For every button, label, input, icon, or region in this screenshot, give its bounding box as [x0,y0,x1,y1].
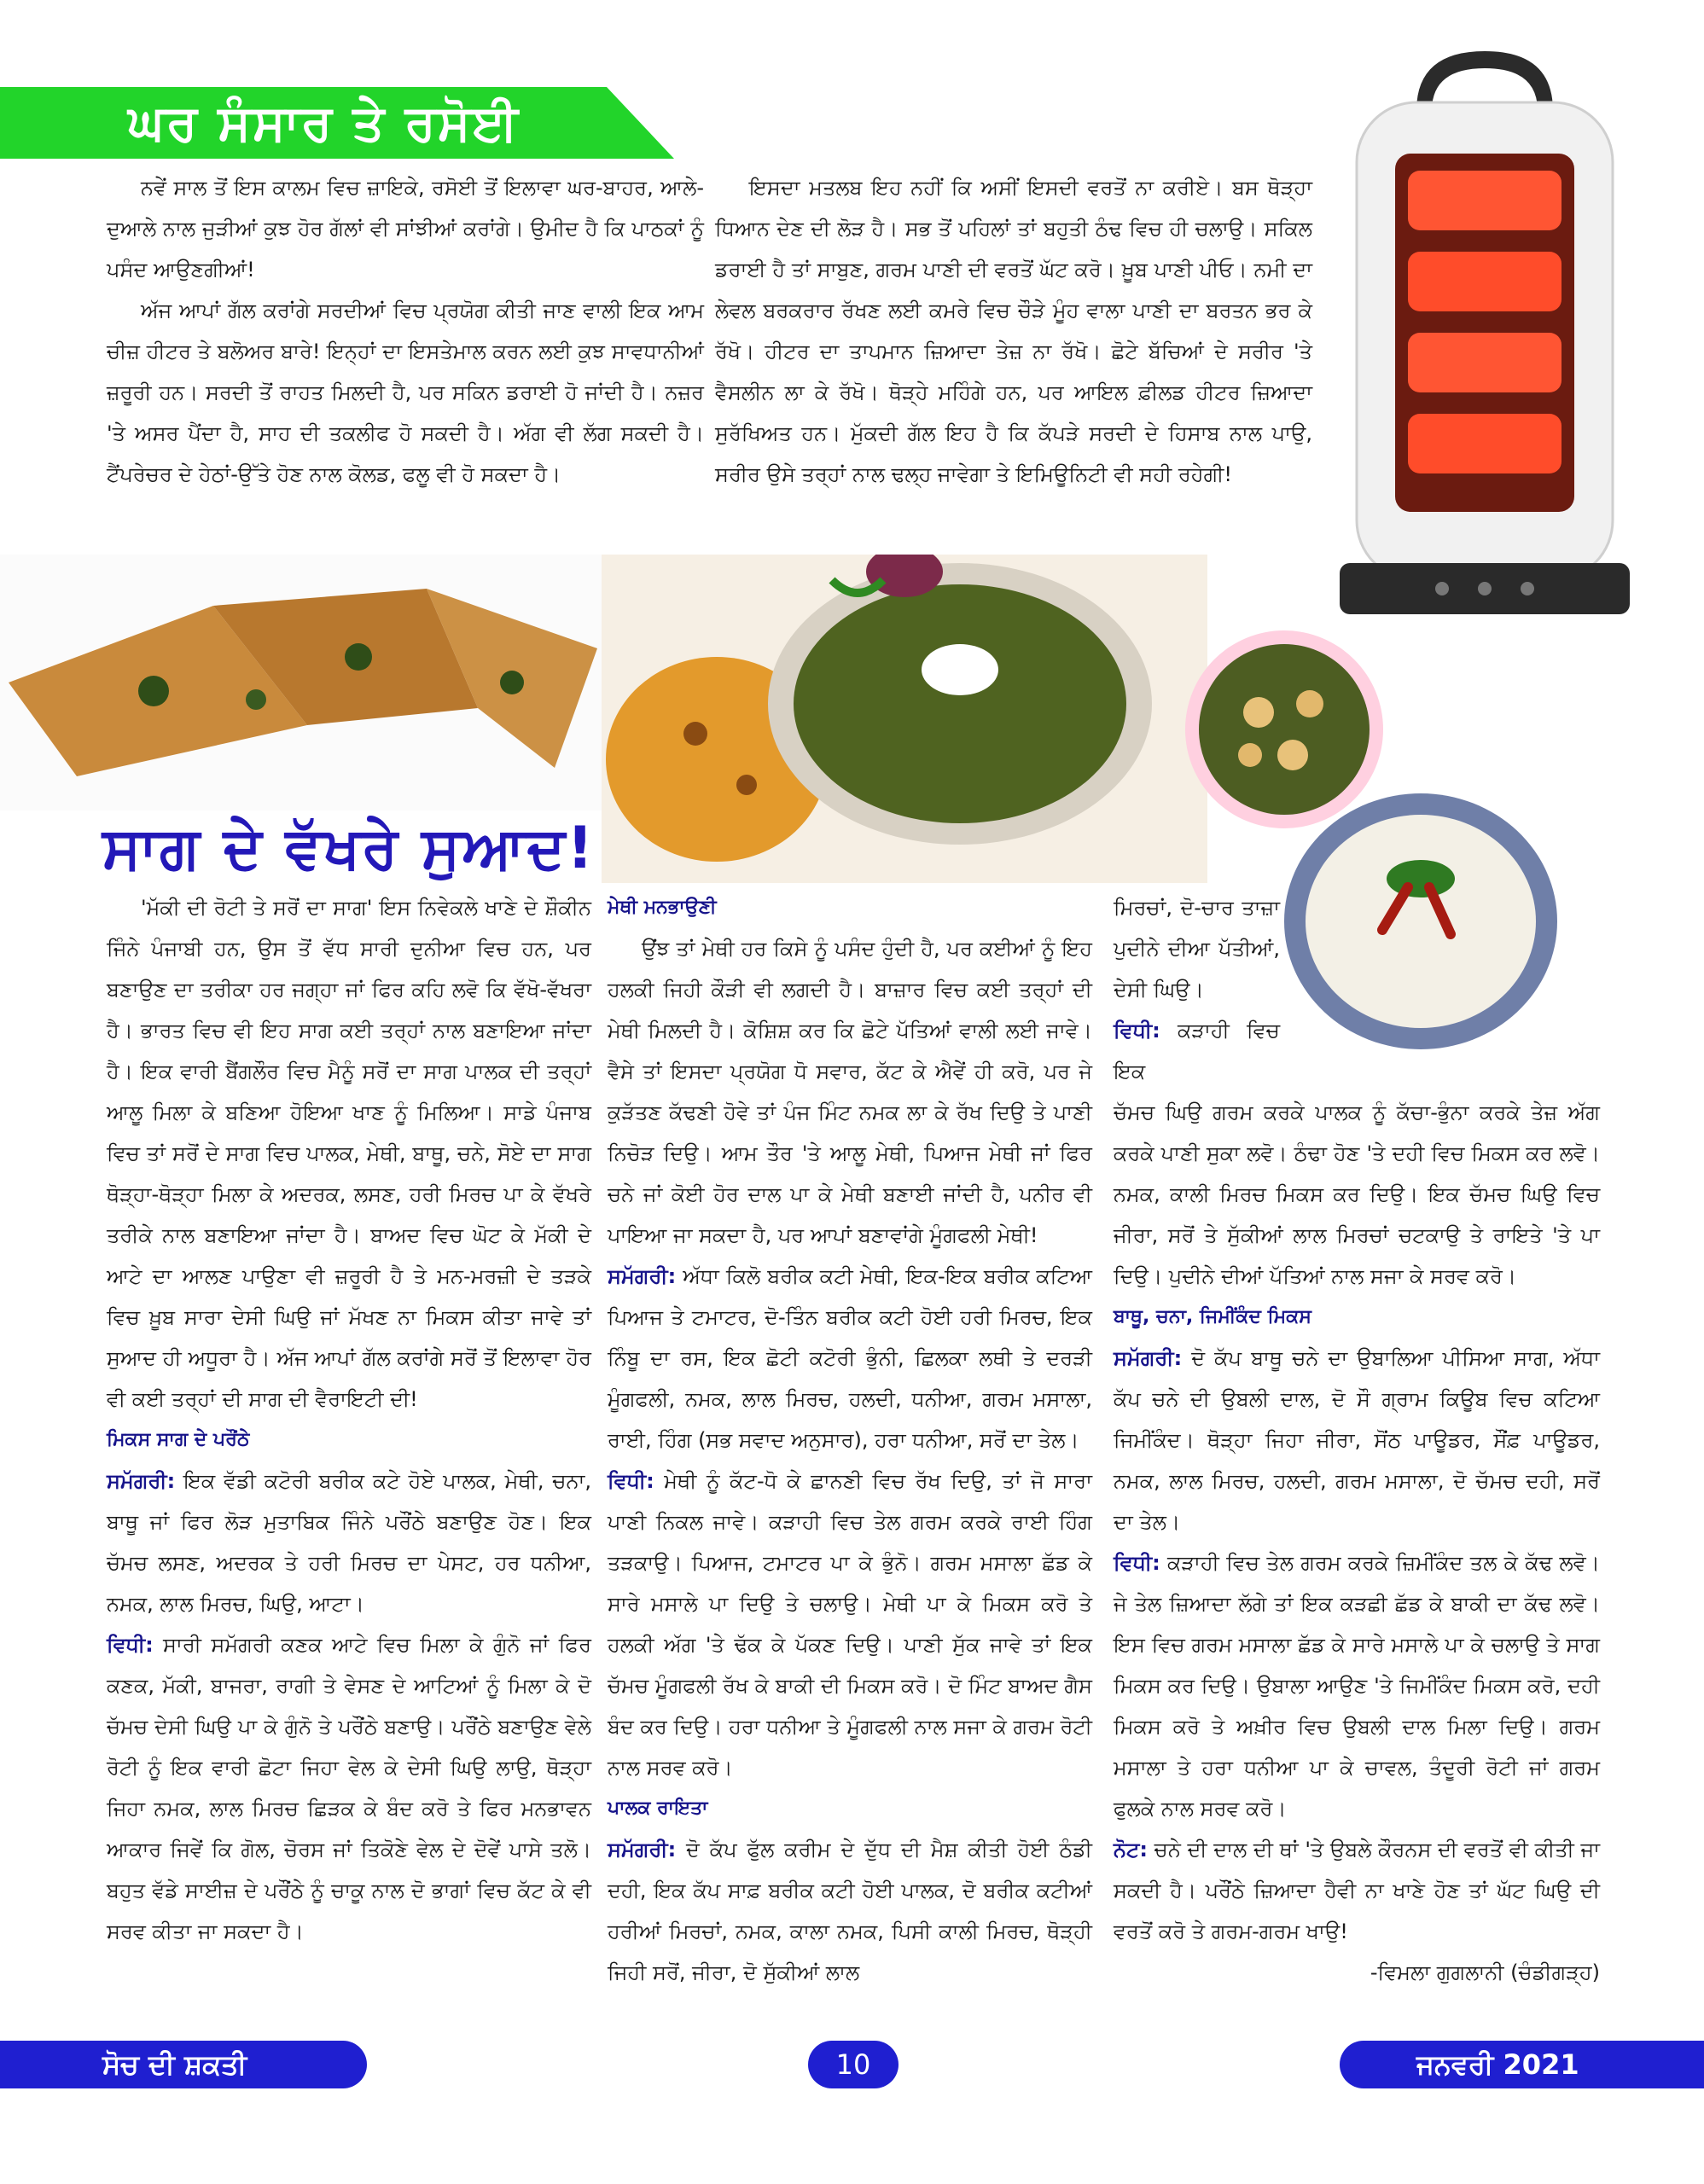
recipe-ingredients [107,1461,591,1624]
author: -ਵਿਮਲਾ ਗੁਗਲਾਨੀ (ਚੰਡੀਗੜ੍ਹ) [1370,1960,1600,1984]
note [1114,1829,1600,1952]
recipe-method [608,1461,1092,1788]
heater-image [1314,34,1655,631]
intro-column-2 [715,167,1312,495]
ingredients-text: ਅੱਧਾ ਕਿਲੋ ਬਰੀਕ ਕਟੀ ਮੇਥੀ, ਇਕ-ਇਕ ਬਰੀਕ ਕਟਿਆ ਪਿਆਜ ਤੇ ਟਮਾਟਰ, ਦੋ-ਤਿੰਨ ਬਰੀਕ ਕਟੀ ਹੋਈ ਹਰੀ ਮਿਰਚ, ਇਕ ਨਿੰਬੂ ਦਾ ਰਸ, ਇਕ ਛੋਟੀ ਕਟੋਰੀ ਭੁੰਨੀ, ਛਿਲਕਾ ਲਥੀ ਤੇ ਦਰੜੀ ਮੂੰਗਫਲੀ, ਨਮਕ, ਲਾਲ ਮਿਰਚ, ਹਲਦੀ, ਧਨੀਆ, ਗਰਮ ਮਸਾਲਾ, ਰਾਈ, ਹਿੰਗ (ਸਭ ਸਵਾਦ ਅਨੁਸਾਰ), ਹਰਾ ਧਨੀਆ, ਸਰੋਂ ਦਾ ਤੇਲ। [608,1264,1092,1452]
method-text-head: ਕੜਾਹੀ ਵਿਚ ਇਕ [1114,1019,1280,1083]
recipe-ingredients [608,1256,1092,1461]
page-number: 10 [835,2048,871,2081]
ingredients-label: ਸਮੱਗਰੀ: [107,1469,176,1493]
recipe-title-methi: ਮੇਥੀ ਮਨਭਾਉਣੀ [608,897,717,918]
intro-column-1 [107,167,704,495]
footer-date: ਜਨਵਰੀ 2021 [1416,2048,1579,2081]
palak-raita-image [1280,785,1562,1058]
article-column-1 [107,887,591,1952]
method-label: ਵਿਧੀ: [1114,1019,1160,1043]
recipe-method [107,1624,591,1952]
saag-makki-roti-image [602,555,1207,883]
recipe-title-palak-raita: ਪਾਲਕ ਰਾਇਤਾ [608,1798,708,1819]
recipe-method [1114,1542,1600,1829]
section-title: ਘਰ ਸੰਸਾਰ ਤੇ ਰਸੋਈ [128,94,521,152]
recipe-ingredients [1114,1338,1600,1542]
note-text: ਚਨੇ ਦੀ ਦਾਲ ਦੀ ਥਾਂ 'ਤੇ ਉਬਲੇ ਕੌਰਨਸ ਦੀ ਵਰਤੋਂ ਵੀ ਕੀਤੀ ਜਾ ਸਕਦੀ ਹੈ। ਪਰੌਂਠੇ ਜ਼ਿਆਦਾ ਹੈਵੀ ਨਾ ਖਾਣੇ ਹੋਣ ਤਾਂ ਘੱਟ ਘਿਉ ਦੀ ਵਰਤੋਂ ਕਰੋ ਤੇ ਗਰਮ-ਗਰਮ ਖਾਉ! [1114,1838,1600,1943]
note-label: ਨੋਟ: [1114,1838,1148,1862]
footer-left-pill [0,2041,367,2088]
method-label: ਵਿਧੀ: [107,1633,154,1657]
article-column-3 [1114,1092,1600,1993]
paratha-image [0,555,631,810]
ingredients-text: ਦੋ ਕੱਪ ਬਾਥੂ ਚਨੇ ਦਾ ਉਬਾਲਿਆ ਪੀਸਿਆ ਸਾਗ, ਅੱਧਾ ਕੱਪ ਚਨੇ ਦੀ ਉਬਲੀ ਦਾਲ, ਦੋ ਸੌ ਗ੍ਰਾਮ ਕਿਊਬ ਵਿਚ ਕਟਿਆ ਜਿਮੀਂਕੰਦ। ਥੋੜ੍ਹਾ ਜਿਹਾ ਜੀਰਾ, ਸੋਂਠ ਪਾਊਡਰ, ਸੌਂਫ਼ ਪਾਊਡਰ, ਨਮਕ, ਲਾਲ ਮਿਰਚ, ਹਲਦੀ, ਗਰਮ ਮਸਾਲਾ, ਦੋ ਚੱਮਚ ਦਹੀ, ਸਰੋਂ ਦਾ ਤੇਲ। [1114,1346,1600,1534]
ingredients-label: ਸਮੱਗਰੀ: [608,1264,677,1288]
raita-continuation: ਮਿਰਚਾਂ, ਦੋ-ਚਾਰ ਤਾਜ਼ਾ ਪੁਦੀਨੇ ਦੀਆ ਪੱਤੀਆਂ, ਦੇਸੀ ਘਿਉ। [1114,896,1280,1002]
intro-paragraph-3: ਇਸਦਾ ਮਤਲਬ ਇਹ ਨਹੀਂ ਕਿ ਅਸੀਂ ਇਸਦੀ ਵਰਤੋਂ ਨਾ ਕਰੀਏ। ਬਸ ਥੋੜ੍ਹਾ ਧਿਆਨ ਦੇਣ ਦੀ ਲੋੜ ਹੈ। ਸਭ ਤੋਂ ਪਹਿਲਾਂ ਤਾਂ ਬਹੁਤੀ ਠੰਢ ਵਿਚ ਹੀ ਚਲਾਉ। ਸਕਿਲ ਡਰਾਈ ਹੈ ਤਾਂ ਸਾਬੁਣ, ਗਰਮ ਪਾਣੀ ਦੀ ਵਰਤੋਂ ਘੱਟ ਕਰੋ। ਖ਼ੂਬ ਪਾਣੀ ਪੀਓ। ਨਮੀ ਦਾ ਲੇਵਲ ਬਰਕਰਾਰ ਰੱਖਣ ਲਈ ਕਮਰੇ ਵਿਚ ਚੌੜੇ ਮੂੰਹ ਵਾਲਾ ਪਾਣੀ ਦਾ ਬਰਤਨ ਭਰ ਕੇ ਰੱਖੋ। ਹੀਟਰ ਦਾ ਤਾਪਮਾਨ ਜ਼ਿਆਦਾ ਤੇਜ਼ ਨਾ ਰੱਖੋ। ਛੋਟੇ ਬੱਚਿਆਂ ਦੇ ਸਰੀਰ 'ਤੇ ਵੈਸਲੀਨ ਲਾ ਕੇ ਰੱਖੋ। ਥੋੜ੍ਹੇ ਮਹਿੰਗੇ ਹਨ, ਪਰ ਆਇਲ ਫ਼ੀਲਡ ਹੀਟਰ ਜ਼ਿਆਦਾ ਸੁਰੱਖਿਅਤ ਹਨ। ਮੁੱਕਦੀ ਗੱਲ ਇਹ ਹੈ ਕਿ ਕੱਪੜੇ ਸਰਦੀ ਦੇ ਹਿਸਾਬ ਨਾਲ ਪਾਉ, ਸਰੀਰ ਉਸੇ ਤਰ੍ਹਾਂ ਨਾਲ ਢਲ੍ਹ ਜਾਵੇਗਾ ਤੇ ਇਮਿਊਨਿਟੀ ਵੀ ਸਹੀ ਰਹੇਗੀ! [715,176,1312,486]
recipe-title-mix-saag: ਮਿਕਸ ਸਾਗ ਦੇ ਪਰੌਂਠੇ [107,1429,250,1450]
ingredients-label: ਸਮੱਗਰੀ: [1114,1346,1183,1370]
ingredients-text: ਇਕ ਵੱਡੀ ਕਟੋਰੀ ਬਰੀਕ ਕਟੇ ਹੋਏ ਪਾਲਕ, ਮੇਥੀ, ਚਨਾ, ਬਾਥੂ ਜਾਂ ਫਿਰ ਲੋੜ ਮੁਤਾਬਿਕ ਜਿੰਨੇ ਪਰੌਂਠੇ ਬਣਾਉਣ ਹੋਣ। ਇਕ ਚੱਮਚ ਲਸਣ, ਅਦਰਕ ਤੇ ਹਰੀ ਮਿਰਚ ਦਾ ਪੇਸਟ, ਹਰ ਧਨੀਆ, ਨਮਕ, ਲਾਲ ਮਿਰਚ, ਘਿਉ, ਆਟਾ। [107,1469,591,1616]
ingredients-label: ਸਮੱਗਰੀ: [608,1838,677,1862]
article-intro: 'ਮੱਕੀ ਦੀ ਰੋਟੀ ਤੇ ਸਰੋਂ ਦਾ ਸਾਗ' ਇਸ ਨਿਵੇਕਲੇ ਖਾਣੇ ਦੇ ਸ਼ੌਕੀਨ ਜਿੰਨੇ ਪੰਜਾਬੀ ਹਨ, ਉਸ ਤੋਂ ਵੱਧ ਸਾਰੀ ਦੁਨੀਆ ਵਿਚ ਹਨ, ਪਰ ਬਣਾਉਣ ਦਾ ਤਰੀਕਾ ਹਰ ਜਗ੍ਹਾ ਜਾਂ ਫਿਰ ਕਹਿ ਲਵੋ ਕਿ ਵੱਖੋ-ਵੱਖਰਾ ਹੈ। ਭਾਰਤ ਵਿਚ ਵੀ ਇਹ ਸਾਗ ਕਈ ਤਰ੍ਹਾਂ ਨਾਲ ਬਣਾਇਆ ਜਾਂਦਾ ਹੈ। ਇਕ ਵਾਰੀ ਬੈਂਗਲੌਰ ਵਿਚ ਮੈਨੂੰ ਸਰੋਂ ਦਾ ਸਾਗ ਪਾਲਕ ਦੀ ਤਰ੍ਹਾਂ ਆਲੂ ਮਿਲਾ ਕੇ ਬਣਿਆ ਹੋਇਆ ਖਾਣ ਨੂੰ ਮਿਲਿਆ। ਸਾਡੇ ਪੰਜਾਬ ਵਿਚ ਤਾਂ ਸਰੋਂ ਦੇ ਸਾਗ ਵਿਚ ਪਾਲਕ, ਮੇਥੀ, ਬਾਥੂ, ਚਨੇ, ਸੋਏ ਦਾ ਸਾਗ ਥੋੜ੍ਹਾ-ਥੋੜ੍ਹਾ ਮਿਲਾ ਕੇ ਅਦਰਕ, ਲਸਣ, ਹਰੀ ਮਿਰਚ ਪਾ ਕੇ ਵੱਖਰੇ ਤਰੀਕੇ ਨਾਲ ਬਣਾਇਆ ਜਾਂਦਾ ਹੈ। ਬਾਅਦ ਵਿਚ ਘੋਟ ਕੇ ਮੱਕੀ ਦੇ ਆਟੇ ਦਾ ਆਲਣ ਪਾਉਣਾ ਵੀ ਜ਼ਰੂਰੀ ਹੈ ਤੇ ਮਨ-ਮਰਜ਼ੀ ਦੇ ਤੜਕੇ ਵਿਚ ਖ਼ੂਬ ਸਾਰਾ ਦੇਸੀ ਘਿਉ ਜਾਂ ਮੱਖਣ ਨਾ ਮਿਕਸ ਕੀਤਾ ਜਾਵੇ ਤਾਂ ਸੁਆਦ ਹੀ ਅਧੂਰਾ ਹੈ। ਅੱਜ ਆਪਾਂ ਗੱਲ ਕਰਾਂਗੇ ਸਰੋਂ ਤੋਂ ਇਲਾਵਾ ਹੋਰ ਵੀ ਕਈ ਤਰ੍ਹਾਂ ਦੀ ਸਾਗ ਦੀ ਵੈਰਾਇਟੀ ਦੀ! [107,896,591,1411]
article-title: ਸਾਗ ਦੇ ਵੱਖਰੇ ਸੁਆਦ! [102,815,596,882]
footer-magazine-name: ਸੋਚ ਦੀ ਸ਼ਕਤੀ [102,2048,247,2081]
footer-right-pill [1340,2041,1704,2088]
footer-page-pill [808,2041,899,2088]
recipe-method-head [1114,1010,1280,1092]
method-label: ਵਿਧੀ: [608,1469,654,1493]
recipe-title-bathua-mix: ਬਾਥੂ, ਚਨਾ, ਜਿਮੀਂਕੰਦ ਮਿਕਸ [1114,1306,1311,1327]
method-text: ਕੜਾਹੀ ਵਿਚ ਤੇਲ ਗਰਮ ਕਰਕੇ ਜ਼ਿਮੀਂਕੰਦ ਤਲ ਕੇ ਕੱਢ ਲਵੋ। ਜੇ ਤੇਲ ਜ਼ਿਆਦਾ ਲੱਗੇ ਤਾਂ ਇਕ ਕੜਛੀ ਛੱਡ ਕੇ ਬਾਕੀ ਦਾ ਕੱਢ ਲਵੋ। ਇਸ ਵਿਚ ਗਰਮ ਮਸਾਲਾ ਛੱਡ ਕੇ ਸਾਰੇ ਮਸਾਲੇ ਪਾ ਕੇ ਚਲਾਉ ਤੇ ਸਾਗ ਮਿਕਸ ਕਰ ਦਿਉ। ਉਬਾਲਾ ਆਉਣ 'ਤੇ ਜਿਮੀਂਕੰਦ ਮਿਕਸ ਕਰੋ, ਦਹੀ ਮਿਕਸ ਕਰੋ ਤੇ ਅਖ਼ੀਰ ਵਿਚ ਉਬਲੀ ਦਾਲ ਮਿਲਾ ਦਿਉ। ਗਰਮ ਮਸਾਲਾ ਤੇ ਹਰਾ ਧਨੀਆ ਪਾ ਕੇ ਚਾਵਲ, ਤੰਦੂਰੀ ਰੋਟੀ ਜਾਂ ਗਰਮ ਫੁਲਕੇ ਨਾਲ ਸਰਵ ਕਰੋ। [1114,1551,1600,1821]
article-column-2 [608,887,1092,1993]
method-text: ਸਾਰੀ ਸਮੱਗਰੀ ਕਣਕ ਆਟੇ ਵਿਚ ਮਿਲਾ ਕੇ ਗੁੰਨੋ ਜਾਂ ਫਿਰ ਕਣਕ, ਮੱਕੀ, ਬਾਜਰਾ, ਰਾਗੀ ਤੇ ਵੇਸਣ ਦੇ ਆਟਿਆਂ ਨੂੰ ਮਿਲਾ ਕੇ ਦੋ ਚੱਮਚ ਦੇਸੀ ਘਿਉ ਪਾ ਕੇ ਗੁੰਨੋ ਤੇ ਪਰੌਂਠੇ ਬਣਾਉ। ਪਰੌਂਠੇ ਬਣਾਉਣ ਵੇਲੇ ਰੋਟੀ ਨੂੰ ਇਕ ਵਾਰੀ ਛੋਟਾ ਜਿਹਾ ਵੇਲ ਕੇ ਦੇਸੀ ਘਿਉ ਲਾਉ, ਥੋੜ੍ਹਾ ਜਿਹਾ ਨਮਕ, ਲਾਲ ਮਿਰਚ ਛਿੜਕ ਕੇ ਬੰਦ ਕਰੋ ਤੇ ਫਿਰ ਮਨਭਾਵਨ ਆਕਾਰ ਜਿਵੇਂ ਕਿ ਗੋਲ, ਚੋਰਸ ਜਾਂ ਤਿਕੋਣੇ ਵੇਲ ਦੇ ਦੋਵੇਂ ਪਾਸੇ ਤਲੋ। ਬਹੁਤ ਵੱਡੇ ਸਾਈਜ਼ ਦੇ ਪਰੌਂਠੇ ਨੂੰ ਚਾਕੂ ਨਾਲ ਦੋ ਭਾਗਾਂ ਵਿਚ ਕੱਟ ਕੇ ਵੀ ਸਰਵ ਕੀਤਾ ਜਾ ਸਕਦਾ ਹੈ। [107,1633,592,1943]
method-text: ਮੇਥੀ ਨੂੰ ਕੱਟ-ਧੋ ਕੇ ਛਾਨਣੀ ਵਿਚ ਰੱਖ ਦਿਉ, ਤਾਂ ਜੋ ਸਾਰਾ ਪਾਣੀ ਨਿਕਲ ਜਾਵੇ। ਕੜਾਹੀ ਵਿਚ ਤੇਲ ਗਰਮ ਕਰਕੇ ਰਾਈ ਹਿੰਗ ਤੜਕਾਉ। ਪਿਆਜ, ਟਮਾਟਰ ਪਾ ਕੇ ਭੁੰਨੋ। ਗਰਮ ਮਸਾਲਾ ਛੱਡ ਕੇ ਸਾਰੇ ਮਸਾਲੇ ਪਾ ਦਿਉ ਤੇ ਚਲਾਉ। ਮੇਥੀ ਪਾ ਕੇ ਮਿਕਸ ਕਰੋ ਤੇ ਹਲਕੀ ਅੱਗ 'ਤੇ ਢੱਕ ਕੇ ਪੱਕਣ ਦਿਉ। ਪਾਣੀ ਸੁੱਕ ਜਾਵੇ ਤਾਂ ਇਕ ਚੱਮਚ ਮੂੰਗਫਲੀ ਰੱਖ ਕੇ ਬਾਕੀ ਦੀ ਮਿਕਸ ਕਰੋ। ਦੋ ਮਿੰਟ ਬਾਅਦ ਗੈਸ ਬੰਦ ਕਰ ਦਿਉ। ਹਰਾ ਧਨੀਆ ਤੇ ਮੂੰਗਫਲੀ ਨਾਲ ਸਜਾ ਕੇ ਗਰਮ ਰੋਟੀ ਨਾਲ ਸਰਵ ਕਰੋ। [608,1469,1092,1780]
method-text: ਚੱਮਚ ਘਿਉ ਗਰਮ ਕਰਕੇ ਪਾਲਕ ਨੂੰ ਕੱਚਾ-ਭੁੰਨਾ ਕਰਕੇ ਤੇਜ਼ ਅੱਗ ਕਰਕੇ ਪਾਣੀ ਸੁਕਾ ਲਵੋ। ਠੰਢਾ ਹੋਣ 'ਤੇ ਦਹੀ ਵਿਚ ਮਿਕਸ ਕਰ ਲਵੋ। ਨਮਕ, ਕਾਲੀ ਮਿਰਚ ਮਿਕਸ ਕਰ ਦਿਉ। ਇਕ ਚੱਮਚ ਘਿਉ ਵਿਚ ਜੀਰਾ, ਸਰੋਂ ਤੇ ਸੁੱਕੀਆਂ ਲਾਲ ਮਿਰਚਾਂ ਚਟਕਾਉ ਤੇ ਰਾਇਤੇ 'ਤੇ ਪਾ ਦਿਉ। ਪੁਦੀਨੇ ਦੀਆਂ ਪੱਤਿਆਂ ਨਾਲ ਸਜਾ ਕੇ ਸਰਵ ਕਰੋ। [1114,1101,1600,1288]
intro-paragraph-2: ਅੱਜ ਆਪਾਂ ਗੱਲ ਕਰਾਂਗੇ ਸਰਦੀਆਂ ਵਿਚ ਪ੍ਰਯੋਗ ਕੀਤੀ ਜਾਣ ਵਾਲੀ ਇਕ ਆਮ ਚੀਜ਼ ਹੀਟਰ ਤੇ ਬਲੋਅਰ ਬਾਰੇ! ਇਨ੍ਹਾਂ ਦਾ ਇਸਤੇਮਾਲ ਕਰਨ ਲਈ ਕੁਝ ਸਾਵਧਾਨੀਆਂ ਜ਼ਰੂਰੀ ਹਨ। ਸਰਦੀ ਤੋਂ ਰਾਹਤ ਮਿਲਦੀ ਹੈ, ਪਰ ਸਕਿਨ ਡਰਾਈ ਹੋ ਜਾਂਦੀ ਹੈ। ਨਜ਼ਰ 'ਤੇ ਅਸਰ ਪੈਂਦਾ ਹੈ, ਸਾਹ ਦੀ ਤਕਲੀਫ ਹੋ ਸਕਦੀ ਹੈ। ਅੱਗ ਵੀ ਲੱਗ ਸਕਦੀ ਹੈ। ਟੈਂਪਰੇਚਰ ਦੇ ਹੇਠਾਂ-ਉੱਤੇ ਹੋਣ ਨਾਲ ਕੋਲਡ, ਫਲੂ ਵੀ ਹੋ ਸਕਦਾ ਹੈ। [107,299,704,486]
recipe-intro-methi: ਉਂਝ ਤਾਂ ਮੇਥੀ ਹਰ ਕਿਸੇ ਨੂੰ ਪਸੰਦ ਹੁੰਦੀ ਹੈ, ਪਰ ਕਈਆਂ ਨੂੰ ਇਹ ਹਲਕੀ ਜਿਹੀ ਕੌੜੀ ਵੀ ਲਗਦੀ ਹੈ। ਬਾਜ਼ਾਰ ਵਿਚ ਕਈ ਤਰ੍ਹਾਂ ਦੀ ਮੇਥੀ ਮਿਲਦੀ ਹੈ। ਕੋਸ਼ਿਸ਼ ਕਰ ਕਿ ਛੋਟੇ ਪੱਤਿਆਂ ਵਾਲੀ ਲਈ ਜਾਵੇ। ਵੈਸੇ ਤਾਂ ਇਸਦਾ ਪ੍ਰਯੋਗ ਧੋ ਸਵਾਰ, ਕੱਟ ਕੇ ਐਵੇਂ ਹੀ ਕਰੋ, ਪਰ ਜੇ ਕੁੜੱਤਣ ਕੱਢਣੀ ਹੋਵੇ ਤਾਂ ਪੰਜ ਮਿੰਟ ਨਮਕ ਲਾ ਕੇ ਰੱਖ ਦਿਉ ਤੇ ਪਾਣੀ ਨਿਚੋੜ ਦਿਉ। ਆਮ ਤੌਰ 'ਤੇ ਆਲੂ ਮੇਥੀ, ਪਿਆਜ ਮੇਥੀ ਜਾਂ ਫਿਰ ਚਨੇ ਜਾਂ ਕੋਈ ਹੋਰ ਦਾਲ ਪਾ ਕੇ ਮੇਥੀ ਬਣਾਈ ਜਾਂਦੀ ਹੈ, ਪਨੀਰ ਵੀ ਪਾਇਆ ਜਾ ਸਕਦਾ ਹੈ, ਪਰ ਆਪਾਂ ਬਣਾਵਾਂਗੇ ਮੂੰਗਫਲੀ ਮੇਥੀ! [608,937,1092,1247]
ingredients-text: ਦੋ ਕੱਪ ਫੁੱਲ ਕਰੀਮ ਦੇ ਦੁੱਧ ਦੀ ਮੈਸ਼ ਕੀਤੀ ਹੋਈ ਠੰਡੀ ਦਹੀ, ਇਕ ਕੱਪ ਸਾਫ਼ ਬਰੀਕ ਕਟੀ ਹੋਈ ਪਾਲਕ, ਦੋ ਬਰੀਕ ਕਟੀਆਂ ਹਰੀਆਂ ਮਿਰਚਾਂ, ਨਮਕ, ਕਾਲਾ ਨਮਕ, ਪਿਸੀ ਕਾਲੀ ਮਿਰਚ, ਥੋੜ੍ਹੀ ਜਿਹੀ ਸਰੋਂ, ਜੀਰਾ, ਦੋ ਸੁੱਕੀਆਂ ਲਾਲ [608,1838,1092,1984]
recipe-ingredients [608,1829,1092,1993]
method-label: ਵਿਧੀ: [1114,1551,1160,1575]
intro-paragraph-1: ਨਵੇਂ ਸਾਲ ਤੋਂ ਇਸ ਕਾਲਮ ਵਿਚ ਜ਼ਾਇਕੇ, ਰਸੋਈ ਤੋਂ ਇਲਾਵਾ ਘਰ-ਬਾਹਰ, ਆਲੇ-ਦੁਆਲੇ ਨਾਲ ਜੁੜੀਆਂ ਕੁਝ ਹੋਰ ਗੱਲਾਂ ਵੀ ਸਾਂਝੀਆਂ ਕਰਾਂਗੇ। ਉਮੀਦ ਹੈ ਕਿ ਪਾਠਕਾਂ ਨੂੰ ਪਸੰਦ ਆਉਣਗੀਆਂ! [107,176,704,282]
article-column-3-top [1114,887,1280,1092]
